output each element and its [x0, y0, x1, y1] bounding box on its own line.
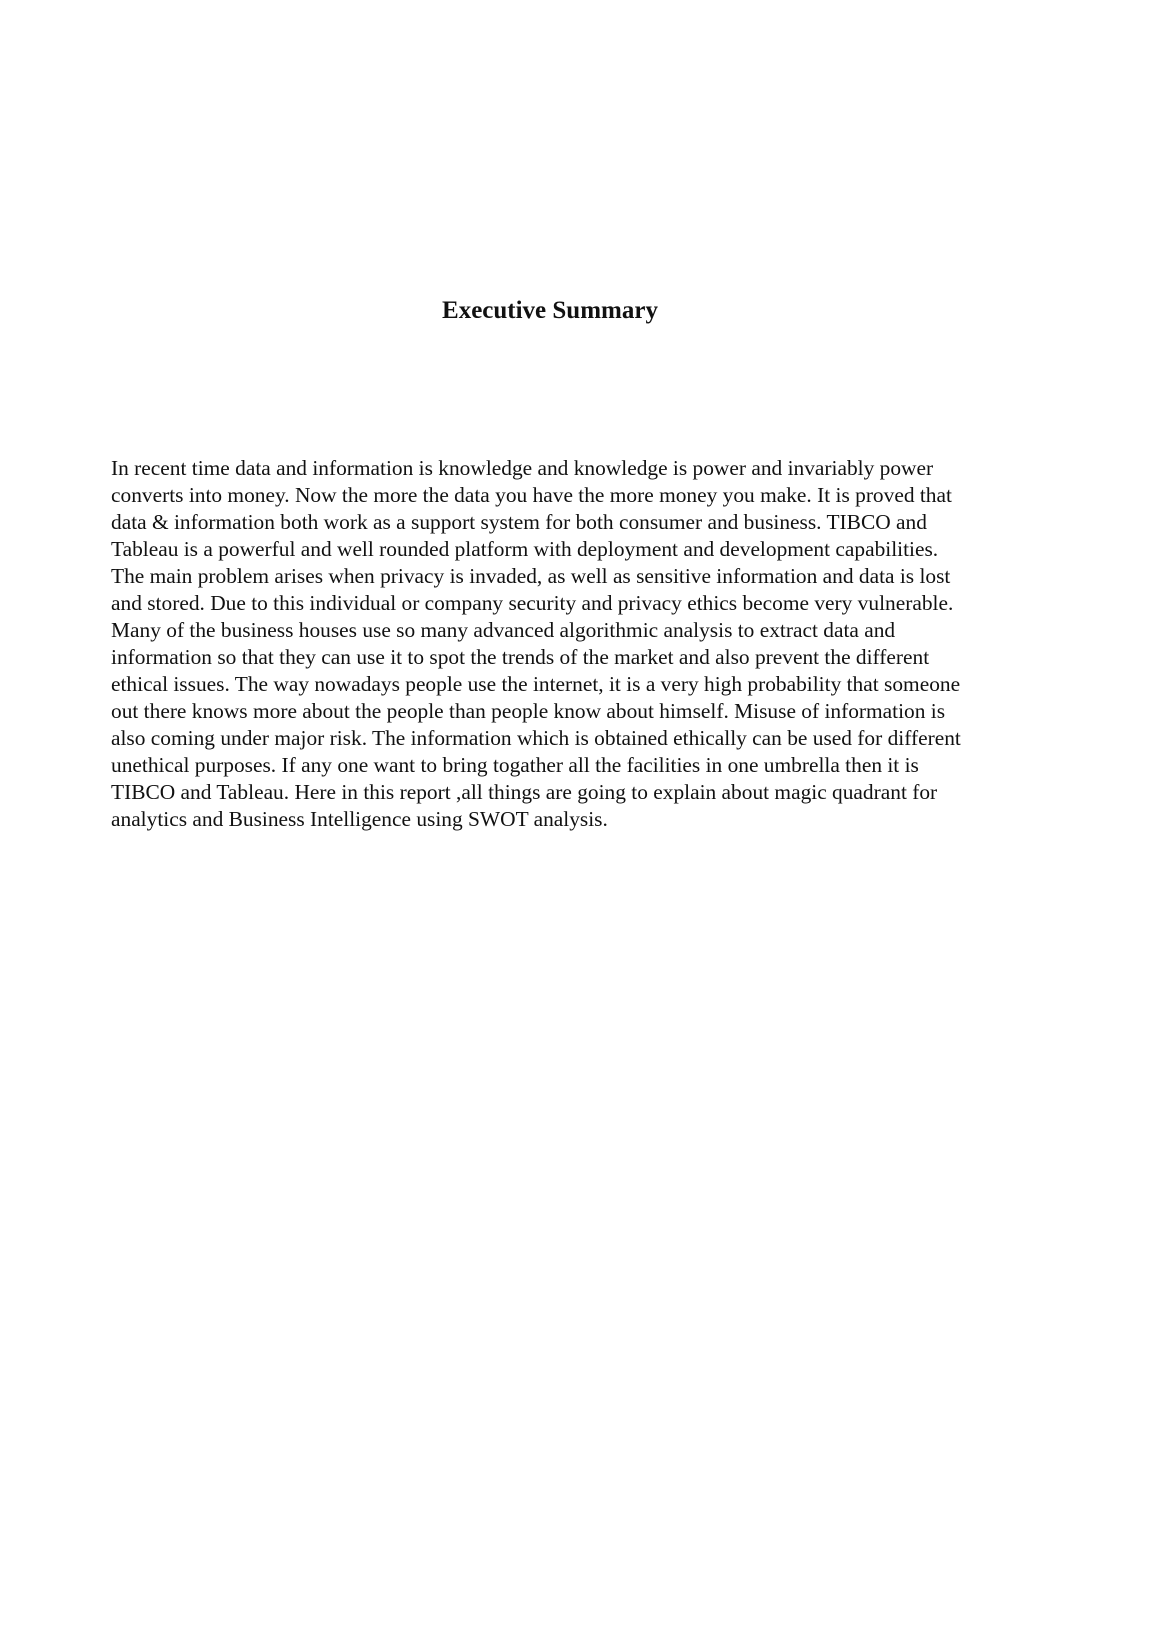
paragraph-line: TIBCO and Tableau. Here in this report ,all things are going to explain about magic quadrant for: [111, 780, 938, 804]
paragraph-line: Tableau is a powerful and well rounded platform with deployment and development capabilities.: [111, 537, 939, 561]
paragraph-line: In recent time data and information is knowledge and knowledge is power and invariably power: [111, 456, 934, 480]
paragraph-line: out there knows more about the people than people know about himself. Misuse of information is: [111, 699, 946, 723]
paragraph-line: and stored. Due to this individual or company security and privacy ethics become very vulnerable.: [111, 591, 954, 615]
paragraph-line: The main problem arises when privacy is invaded, as well as sensitive information and data is lost: [111, 564, 951, 588]
paragraph-line: Many of the business houses use so many advanced algorithmic analysis to extract data and: [111, 618, 896, 642]
paragraph-line: unethical purposes. If any one want to bring togather all the facilities in one umbrella then it is: [111, 753, 919, 777]
paragraph-line: data & information both work as a support system for both consumer and business. TIBCO and: [111, 510, 927, 534]
paragraph-line: ethical issues. The way nowadays people use the internet, it is a very high probability that someone: [111, 672, 961, 696]
page-title: Executive Summary: [442, 297, 658, 324]
executive-summary-paragraph: [111, 455, 1051, 833]
paragraph-line: analytics and Business Intelligence using SWOT analysis.: [111, 807, 608, 831]
paragraph-line: information so that they can use it to spot the trends of the market and also prevent the different: [111, 645, 930, 669]
paragraph-line: converts into money. Now the more the data you have the more money you make. It is proved that: [111, 483, 952, 507]
paragraph-line: also coming under major risk. The information which is obtained ethically can be used for different: [111, 726, 961, 750]
